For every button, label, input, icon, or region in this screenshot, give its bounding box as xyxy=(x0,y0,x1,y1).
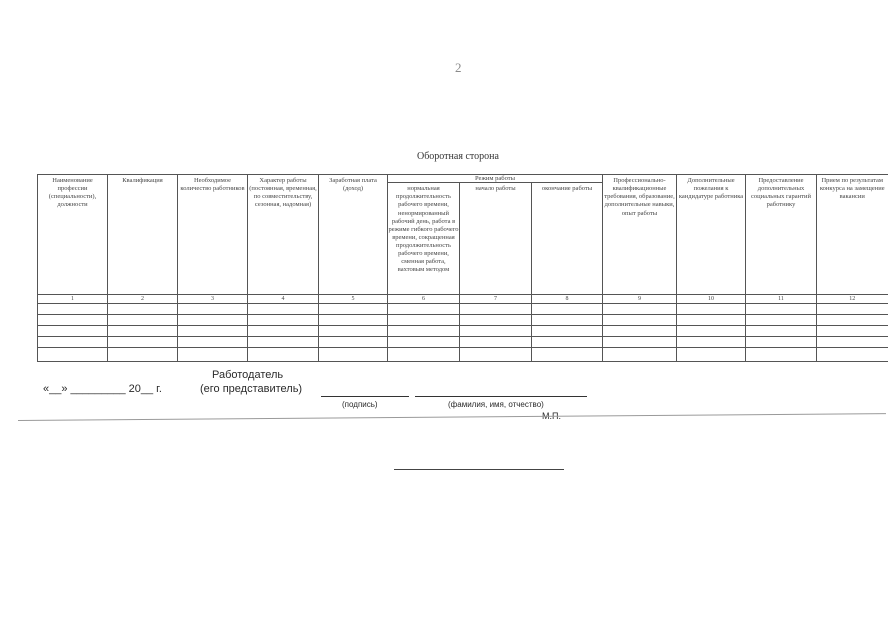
table-cell[interactable] xyxy=(319,337,388,348)
table-cell[interactable] xyxy=(178,337,248,348)
table-row xyxy=(38,337,888,348)
table-cell[interactable] xyxy=(532,337,603,348)
employer-label: Работодатель xyxy=(212,369,284,381)
table-cell[interactable] xyxy=(108,315,178,326)
table-cell[interactable] xyxy=(248,348,319,362)
table-cell[interactable] xyxy=(677,304,746,315)
full-name-line[interactable] xyxy=(415,396,587,397)
header-work-mode-end: окончание работы xyxy=(532,183,603,295)
column-number: 11 xyxy=(746,295,817,304)
column-number: 3 xyxy=(178,295,248,304)
table-cell[interactable] xyxy=(817,304,888,315)
table-cell[interactable] xyxy=(460,326,532,337)
table-cell[interactable] xyxy=(248,315,319,326)
table-cell[interactable] xyxy=(248,337,319,348)
table-cell[interactable] xyxy=(38,304,108,315)
page-divider xyxy=(18,413,886,421)
table-cell[interactable] xyxy=(532,326,603,337)
table-cell[interactable] xyxy=(603,304,677,315)
table-cell[interactable] xyxy=(388,348,460,362)
table-cell[interactable] xyxy=(388,337,460,348)
table-row xyxy=(38,348,888,362)
table-cell[interactable] xyxy=(388,304,460,315)
table-cell[interactable] xyxy=(388,315,460,326)
bottom-rule xyxy=(394,469,564,470)
table-cell[interactable] xyxy=(38,326,108,337)
column-number: 9 xyxy=(603,295,677,304)
table-cell[interactable] xyxy=(677,315,746,326)
header-work-nature: Характер работы (постоянная, временная, по совместительству, сезонная, надомная) xyxy=(248,175,319,295)
table-cell[interactable] xyxy=(817,315,888,326)
table-cell[interactable] xyxy=(746,315,817,326)
table-cell[interactable] xyxy=(460,337,532,348)
vacancy-table xyxy=(37,174,888,362)
column-number: 6 xyxy=(388,295,460,304)
table-cell[interactable] xyxy=(178,315,248,326)
table-row xyxy=(38,304,888,315)
table-cell[interactable] xyxy=(677,348,746,362)
column-number: 8 xyxy=(532,295,603,304)
table-cell[interactable] xyxy=(38,348,108,362)
table-cell[interactable] xyxy=(603,348,677,362)
table-cell[interactable] xyxy=(178,304,248,315)
signature-caption: (подпись) xyxy=(342,400,378,409)
table-cell[interactable] xyxy=(603,315,677,326)
table-cell[interactable] xyxy=(460,315,532,326)
header-additional-wishes: Дополнительные пожелания к кандидатуре работника xyxy=(677,175,746,295)
table-cell[interactable] xyxy=(532,315,603,326)
signature-line[interactable] xyxy=(321,396,409,397)
table-cell[interactable] xyxy=(746,348,817,362)
table-cell[interactable] xyxy=(746,337,817,348)
table-cell[interactable] xyxy=(746,326,817,337)
column-number: 12 xyxy=(817,295,888,304)
table-cell[interactable] xyxy=(38,337,108,348)
table-cell[interactable] xyxy=(319,304,388,315)
representative-label: (его представитель) xyxy=(200,383,303,395)
table-cell[interactable] xyxy=(248,326,319,337)
header-social-guarantees: Предоставление дополнительных социальных гарантий работнику xyxy=(746,175,817,295)
table-cell[interactable] xyxy=(460,348,532,362)
table-cell[interactable] xyxy=(319,315,388,326)
table-cell[interactable] xyxy=(248,304,319,315)
table-cell[interactable] xyxy=(108,348,178,362)
table-row xyxy=(38,315,888,326)
header-work-mode-start: начало работы xyxy=(460,183,532,295)
header-prof-requirements: Профессионально-квалификационные требования, образование, дополнительные навыки, опыт работы xyxy=(603,175,677,295)
column-number: 4 xyxy=(248,295,319,304)
table-cell[interactable] xyxy=(746,304,817,315)
header-required-count: Необходимое количество работников xyxy=(178,175,248,295)
table-cell[interactable] xyxy=(532,304,603,315)
table-cell[interactable] xyxy=(108,326,178,337)
stamp-label: М.П. xyxy=(542,411,561,421)
table-cell[interactable] xyxy=(108,337,178,348)
table-cell[interactable] xyxy=(677,337,746,348)
table-cell[interactable] xyxy=(603,337,677,348)
header-qualification: Квалификация xyxy=(108,175,178,295)
table-cell[interactable] xyxy=(817,348,888,362)
table-cell[interactable] xyxy=(178,326,248,337)
date-field[interactable]: «__» _________ 20__ г. xyxy=(43,383,162,395)
header-salary: Заработная плата (доход) xyxy=(319,175,388,295)
table-cell[interactable] xyxy=(319,326,388,337)
column-number: 1 xyxy=(38,295,108,304)
column-number: 10 xyxy=(677,295,746,304)
table-cell[interactable] xyxy=(532,348,603,362)
header-work-mode: Режим работы xyxy=(388,175,603,183)
table-row xyxy=(38,326,888,337)
column-number: 5 xyxy=(319,295,388,304)
section-title: Оборотная сторона xyxy=(417,151,499,162)
page-number: 2 xyxy=(455,60,462,75)
table-cell[interactable] xyxy=(677,326,746,337)
header-profession: Наименование профессии (специальности), должности xyxy=(38,175,108,295)
table-cell[interactable] xyxy=(603,326,677,337)
full-name-caption: (фамилия, имя, отчество) xyxy=(448,400,544,409)
column-number: 2 xyxy=(108,295,178,304)
table-cell[interactable] xyxy=(817,337,888,348)
table-cell[interactable] xyxy=(319,348,388,362)
table-cell[interactable] xyxy=(388,326,460,337)
header-work-mode-normal: нормальная продолжительность рабочего времени, ненормированный рабочий день, работа в режиме гибкого рабочего времени, сокращенная продолжительность рабочего времени, сменная работа, вахтовым методом xyxy=(388,183,460,295)
column-number: 7 xyxy=(460,295,532,304)
table-cell[interactable] xyxy=(108,304,178,315)
header-competition: Прием по результатам конкурса на замещение вакансии xyxy=(817,175,888,295)
table-cell[interactable] xyxy=(178,348,248,362)
table-cell[interactable] xyxy=(817,326,888,337)
table-cell[interactable] xyxy=(460,304,532,315)
table-cell[interactable] xyxy=(38,315,108,326)
